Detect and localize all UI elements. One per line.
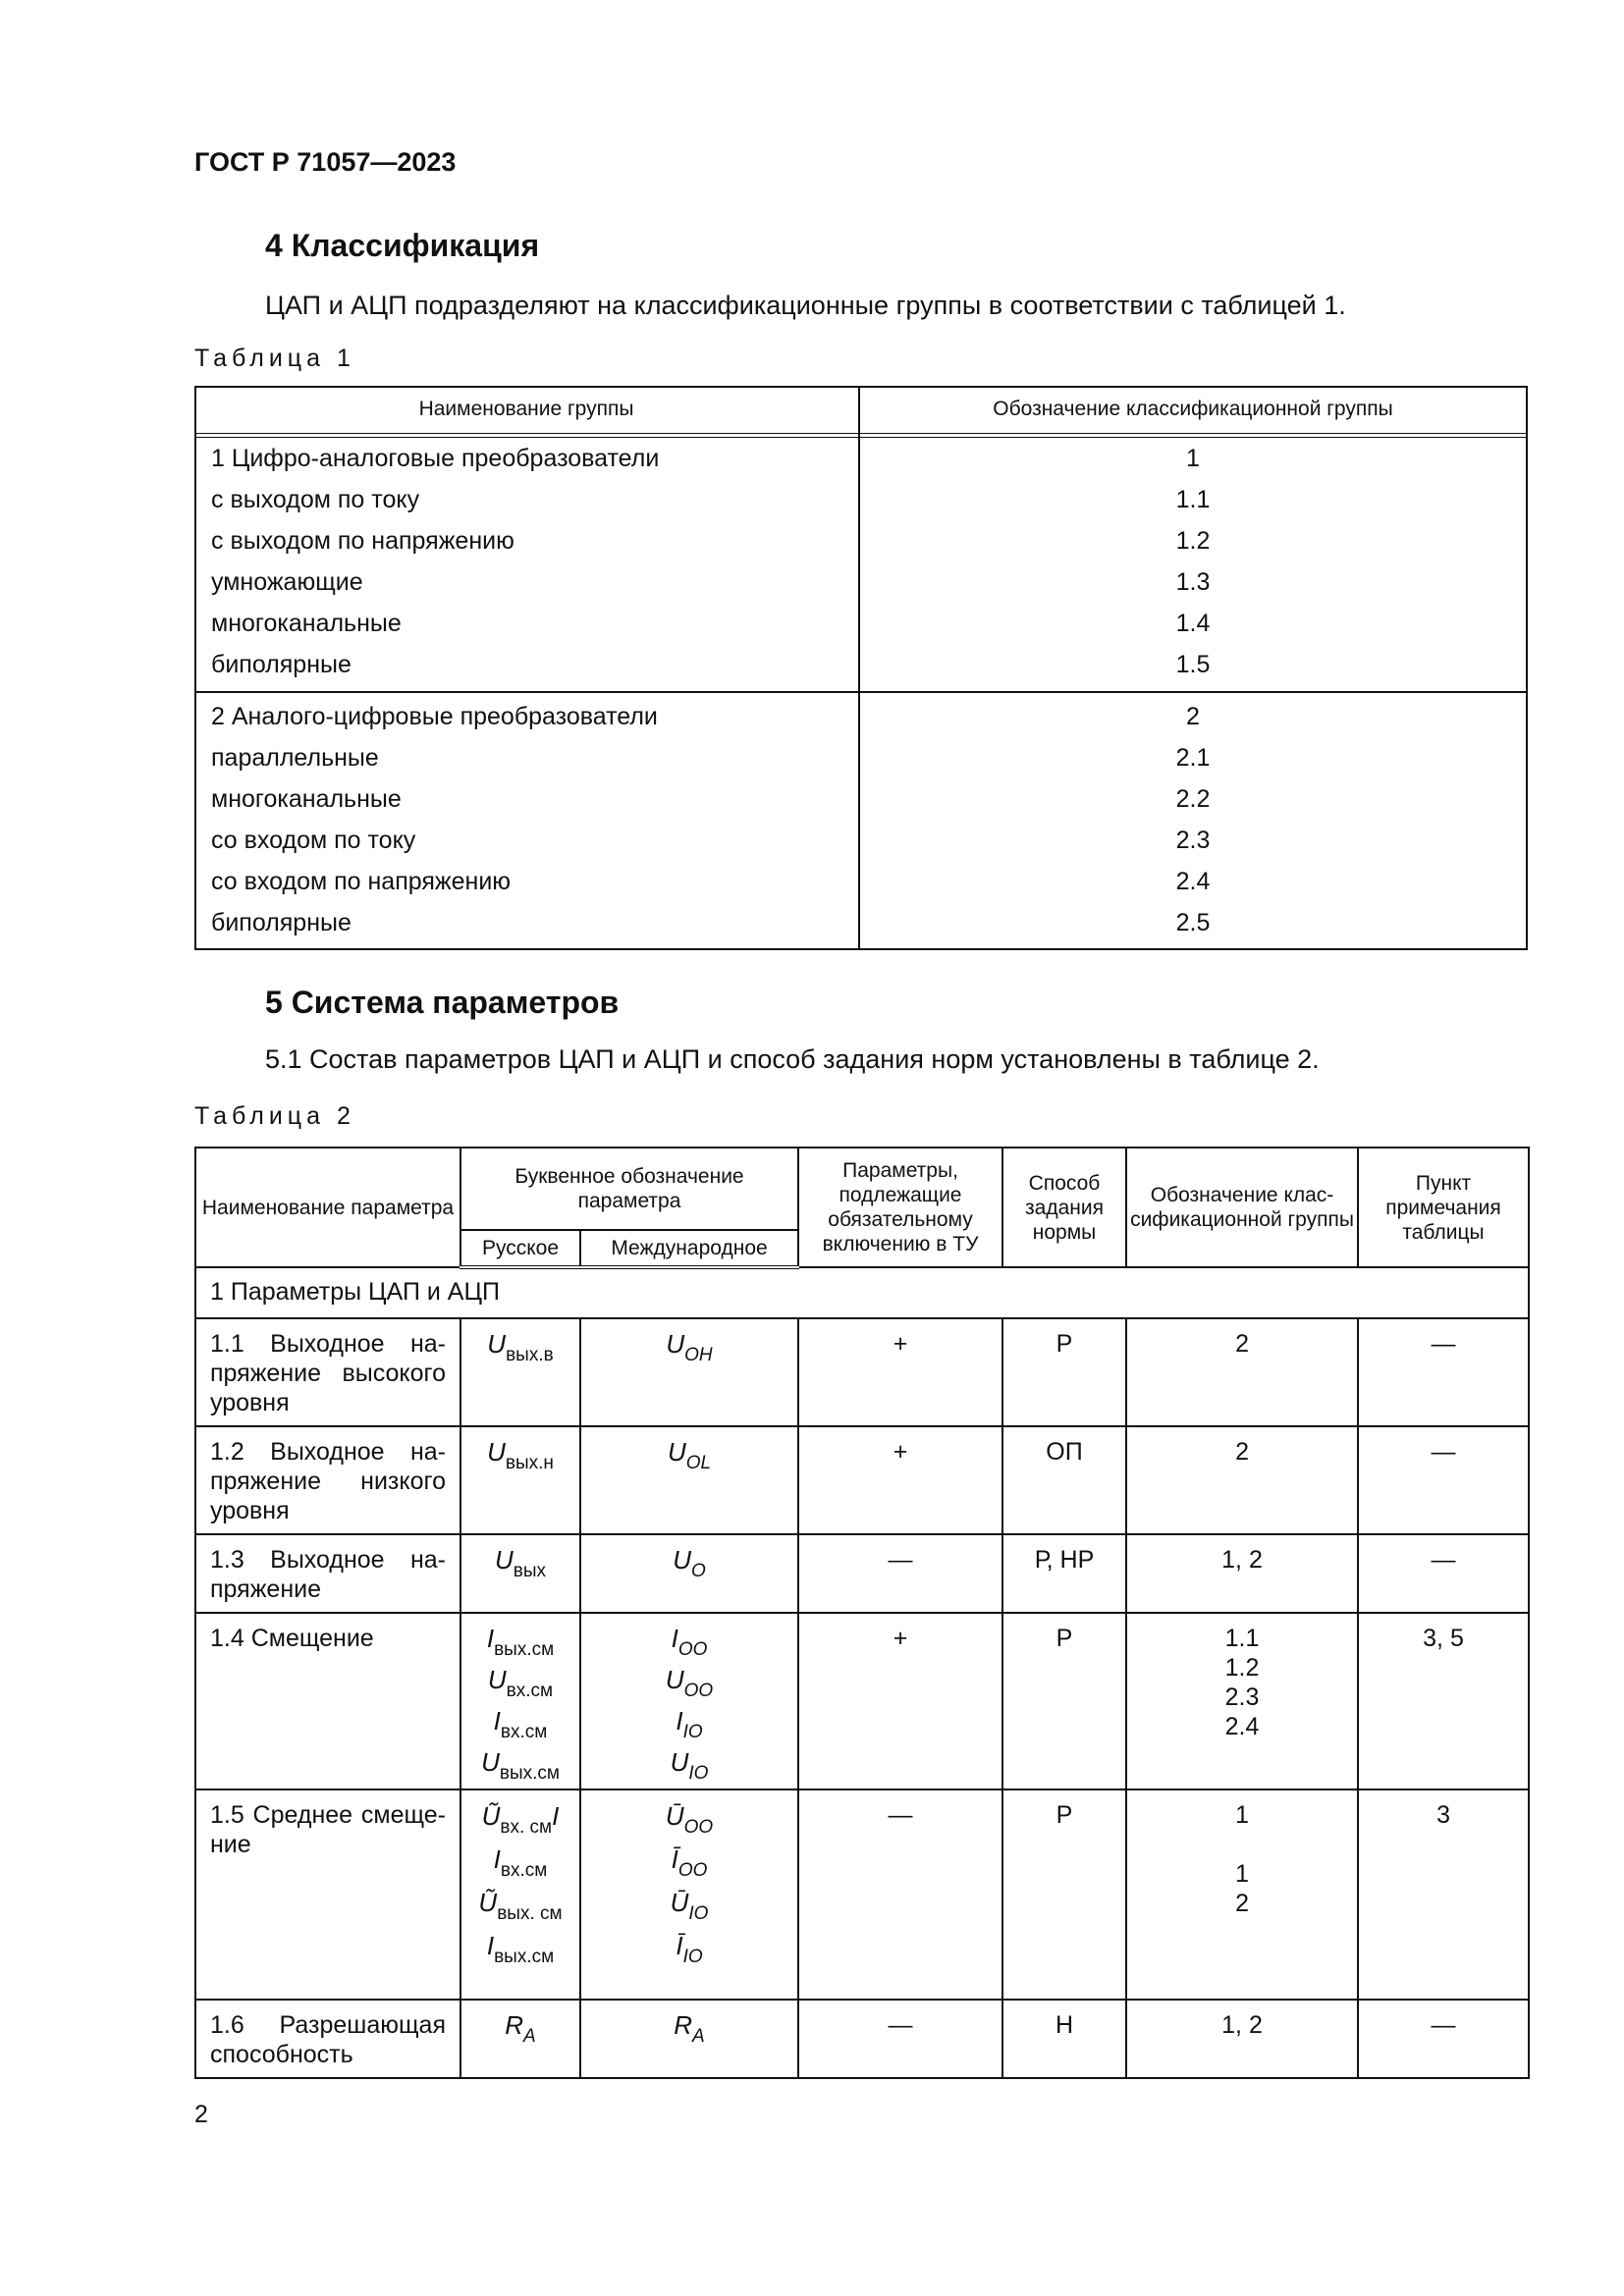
table-row [195, 1613, 1529, 1789]
table-row [194, 561, 1528, 603]
section-4-paragraph: ЦАП и АЦП подразделяют на классификационные группы в соответствии с таблицей 1. [265, 291, 1346, 320]
mandatory-cell: + [798, 1426, 1002, 1534]
symbol: $U_{вых.н}$ [487, 1437, 554, 1473]
section-4-title: 4 Классификация [265, 228, 540, 263]
header-note: Пункт примечания таблицы [1358, 1148, 1529, 1267]
symbol: $Ī_{IO}$ [676, 1931, 703, 1967]
column-header-group-name: Наименование группы [418, 398, 634, 420]
header-international: Международное [580, 1230, 798, 1267]
table-row [195, 2000, 1529, 2078]
method-cell: ОП [1002, 1426, 1126, 1534]
class-group-cell: 1 1 2 [1126, 1789, 1358, 2000]
group-code-cell: 1.5 [1175, 651, 1211, 678]
mandatory-cell: — [798, 2000, 1002, 2078]
group-name-cell: параллельные [211, 744, 379, 772]
header-method: Способ задания нормы [1002, 1148, 1126, 1267]
symbol: $Ū_{IO}$ [670, 1888, 709, 1924]
group-code-cell: 2.4 [1175, 868, 1211, 895]
symbol: $R_A$ [674, 2010, 705, 2047]
table-row [194, 861, 1528, 902]
param-name-cell: 1.2 Выходное на- пряжение низкого уровня [195, 1426, 460, 1534]
international-symbol-cell [580, 1534, 798, 1613]
symbol: $U_{OO}$ [665, 1665, 714, 1701]
note-cell: 3, 5 [1358, 1613, 1529, 1789]
international-symbol-cell [580, 1613, 798, 1789]
class-group-cell: 1, 2 [1126, 2000, 1358, 2078]
group-name-cell: 2 Аналого-цифровые преобразователи [211, 703, 658, 730]
symbol: $Ū_{OO}$ [665, 1801, 714, 1838]
mandatory-cell: — [798, 1789, 1002, 2000]
document-header: ГОСТ Р 71057—2023 [194, 147, 457, 177]
symbol: $U_{вых}$ [494, 1545, 547, 1581]
symbol: $R_A$ [505, 2010, 536, 2047]
class-group-cell: 2 [1126, 1426, 1358, 1534]
table-2-caption: Таблица 2 [194, 1102, 355, 1130]
section-5-title: 5 Система параметров [265, 985, 620, 1020]
group-code-cell: 2.2 [1175, 785, 1211, 813]
note-cell: — [1358, 1426, 1529, 1534]
class-group-cell: 1, 2 [1126, 1534, 1358, 1613]
group-code-cell: 1 [1186, 445, 1200, 472]
note-cell: — [1358, 1318, 1529, 1426]
note-cell: — [1358, 1534, 1529, 1613]
symbol: $I_{вых.см}$ [486, 1931, 555, 1967]
param-name-cell: 1.5 Среднее смеще- ние [195, 1789, 460, 2000]
table-row [194, 737, 1528, 778]
param-name-cell: 1.1 Выходное на- пряжение высокого уровня [195, 1318, 460, 1426]
symbol: $I_{OO}$ [671, 1624, 708, 1660]
table-row [194, 438, 1528, 479]
group-name-cell: 1 Цифро-аналоговые преобразователи [211, 445, 660, 472]
table-row [194, 778, 1528, 820]
param-name-cell: 1.4 Смещение [195, 1613, 460, 1789]
group-code-cell: 1.1 [1175, 486, 1211, 513]
group-code-cell: 2.3 [1175, 827, 1211, 854]
table-row [194, 479, 1528, 520]
group-row: 1 Параметры ЦАП и АЦП [195, 1267, 1529, 1318]
table-row [194, 520, 1528, 561]
method-cell: Р [1002, 1789, 1126, 2000]
international-symbol-cell [580, 1318, 798, 1426]
param-name-cell: 1.3 Выходное на- пряжение [195, 1534, 460, 1613]
mandatory-cell: + [798, 1318, 1002, 1426]
mandatory-cell: — [798, 1534, 1002, 1613]
table-row [194, 820, 1528, 861]
mandatory-cell: + [798, 1613, 1002, 1789]
international-symbol-cell [580, 1789, 798, 2000]
symbol: $I_{вх.см}$ [493, 1844, 548, 1881]
group-code-cell: 2.5 [1175, 909, 1211, 936]
group-code-cell: 2.1 [1175, 744, 1211, 772]
parameters-table [194, 1147, 1530, 2079]
group-name-cell: с выходом по напряжению [211, 527, 514, 555]
group-code-cell: 1.2 [1175, 527, 1211, 555]
group-code-cell: 2 [1186, 703, 1200, 730]
russian-symbol-cell [460, 1789, 580, 2000]
symbol: $U_{вых.см}$ [481, 1747, 560, 1784]
russian-symbol-cell [460, 1613, 580, 1789]
table-row [195, 1426, 1529, 1534]
table-row [195, 1318, 1529, 1426]
classification-table [194, 386, 1528, 950]
header-mandatory: Параметры, подлежащие обязательному включению в ТУ [798, 1148, 1002, 1267]
group-name-cell: со входом по напряжению [211, 868, 512, 895]
table-row [195, 1534, 1529, 1613]
header-russian: Русское [460, 1230, 580, 1267]
international-symbol-cell [580, 2000, 798, 2078]
table-1-caption: Таблица 1 [194, 345, 355, 372]
note-cell: — [1358, 2000, 1529, 2078]
column-header-group-code: Обозначение классификационной группы [993, 398, 1393, 420]
section-5-paragraph: 5.1 Состав параметров ЦАП и АЦП и способ задания норм установлены в таблице 2. [265, 1044, 1320, 1074]
symbol: $U_{IO}$ [670, 1747, 709, 1784]
page-number: 2 [194, 2101, 208, 2128]
group-name-cell: многоканальные [211, 785, 402, 813]
header-class-group: Обозначение клас- сификационной группы [1126, 1148, 1358, 1267]
symbol: $U_{вых.в}$ [487, 1329, 554, 1365]
group-name-cell: биполярные [211, 651, 352, 678]
symbol: $U_{вх.см}$ [487, 1665, 554, 1701]
class-group-cell: 2 [1126, 1318, 1358, 1426]
table-row [195, 1789, 1529, 2000]
russian-symbol-cell [460, 1534, 580, 1613]
table-row [194, 603, 1528, 644]
russian-symbol-cell [460, 1426, 580, 1534]
method-cell: Р, НР [1002, 1534, 1126, 1613]
symbol: $U_{OL}$ [667, 1437, 712, 1473]
russian-symbol-cell [460, 1318, 580, 1426]
method-cell: Р [1002, 1318, 1126, 1426]
group-code-cell: 1.4 [1175, 610, 1211, 637]
group-name-cell: биполярные [211, 909, 352, 936]
table-row [194, 644, 1528, 685]
russian-symbol-cell [460, 2000, 580, 2078]
group-name-cell: с выходом по току [211, 486, 420, 513]
group-name-cell: многоканальные [211, 610, 402, 637]
international-symbol-cell [580, 1426, 798, 1534]
header-letter-designation: Буквенное обозначение параметра [460, 1148, 798, 1230]
table-row [194, 696, 1528, 737]
method-cell: Н [1002, 2000, 1126, 2078]
symbol: $Ī_{OO}$ [671, 1844, 708, 1881]
symbol: $I_{вх.см}$ [493, 1706, 548, 1742]
group-name-cell: со входом по току [211, 827, 416, 854]
group-name-cell: умножающие [211, 568, 363, 596]
symbol: $I_{вых.см}$ [486, 1624, 555, 1660]
method-cell: Р [1002, 1613, 1126, 1789]
table-row [194, 902, 1528, 943]
header-param-name: Наименование параметра [195, 1148, 460, 1267]
symbol: $U_{OH}$ [666, 1329, 713, 1365]
symbol: $Ũ_{вых. см}$ [478, 1888, 563, 1924]
param-name-cell: 1.6 Разрешающая способность [195, 2000, 460, 2078]
symbol: $Ũ_{вх. см}I$ [481, 1801, 560, 1838]
symbol: $I_{IO}$ [676, 1706, 703, 1742]
class-group-cell: 1.1 1.2 2.3 2.4 [1126, 1613, 1358, 1789]
note-cell: 3 [1358, 1789, 1529, 2000]
symbol: $U_O$ [673, 1545, 706, 1581]
group-code-cell: 1.3 [1175, 568, 1211, 596]
